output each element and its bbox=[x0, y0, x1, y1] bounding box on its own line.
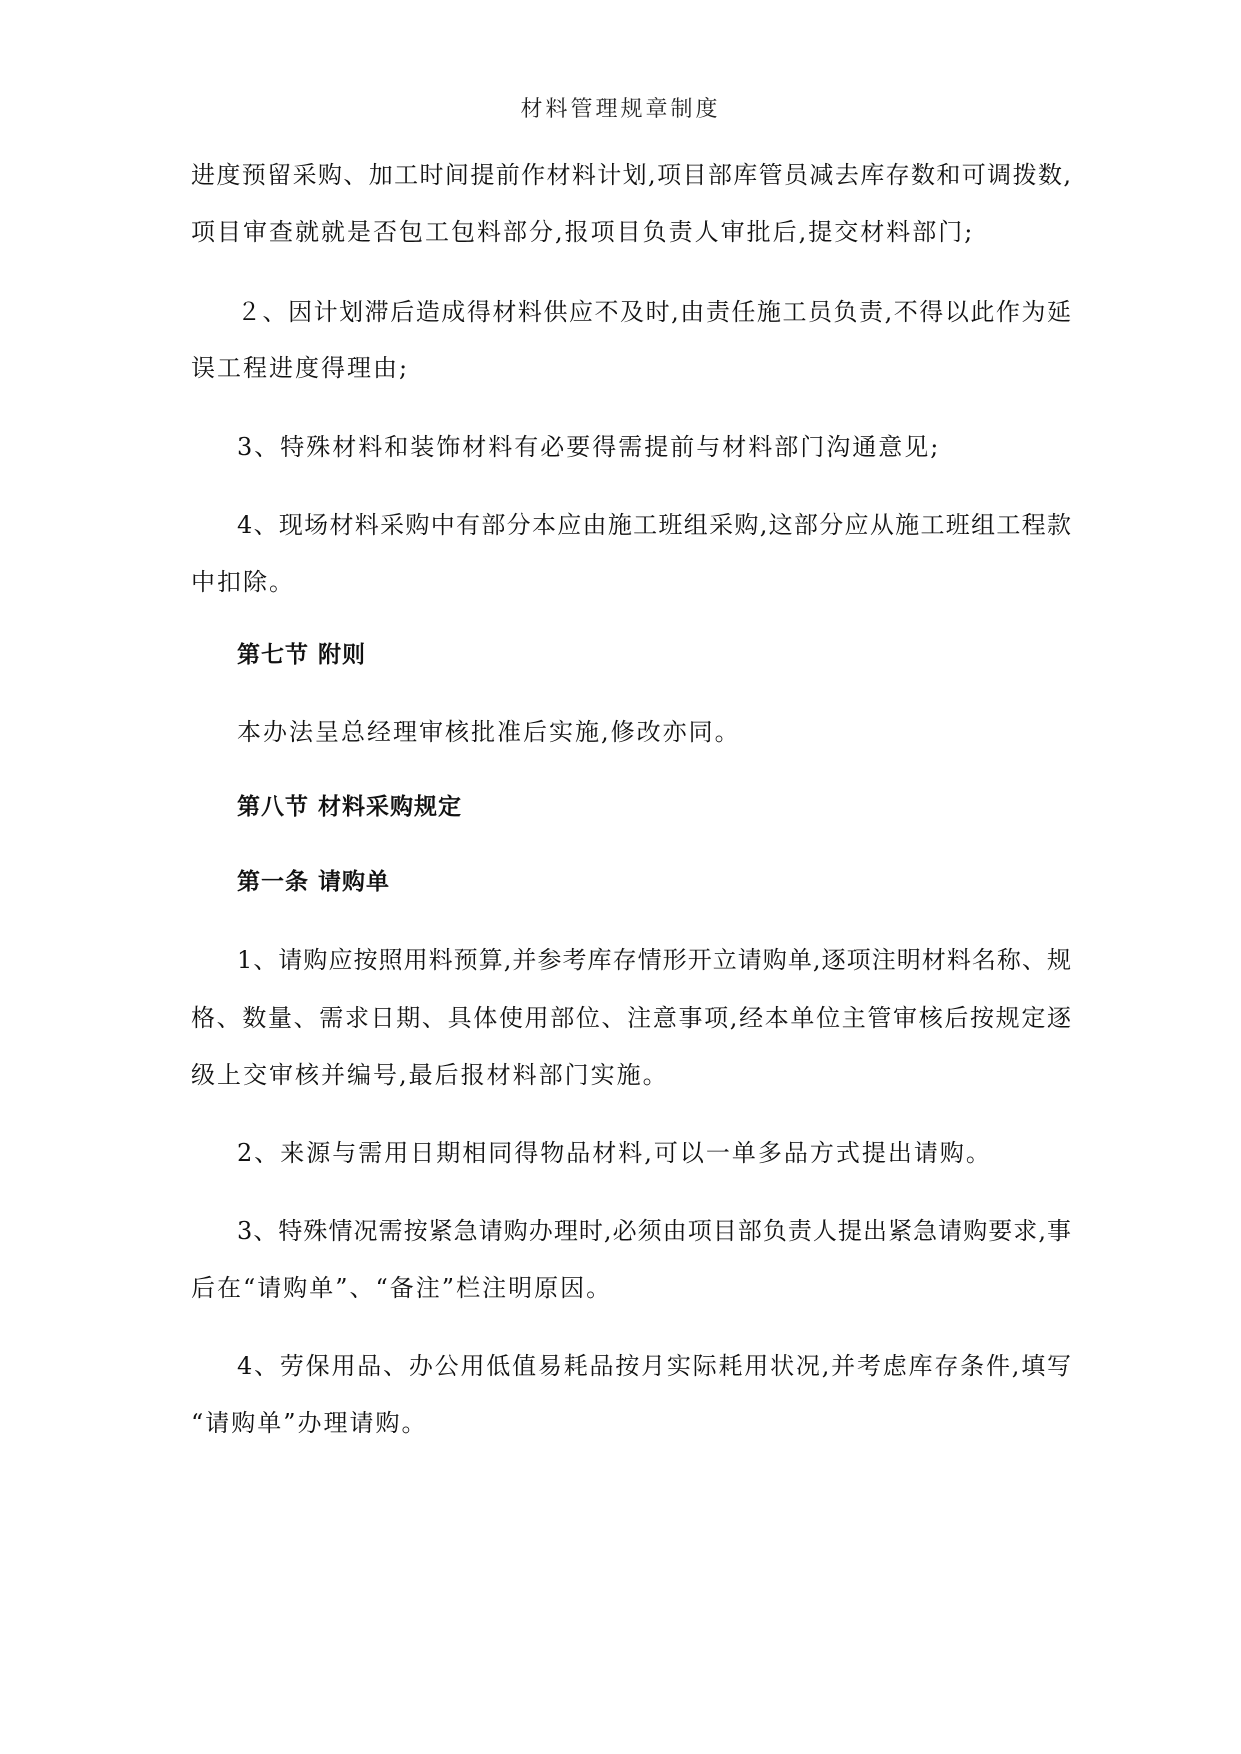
paragraph-line: “请购单”办理请购。 bbox=[191, 1409, 428, 1437]
paragraph-line: 3、特殊情况需按紧急请购办理时,必须由项目部负责人提出紧急请购要求,事 bbox=[237, 1217, 1071, 1245]
section-heading-8: 第八节 材料采购规定 bbox=[237, 794, 463, 820]
paragraph-line: 后在“请购单”、“备注”栏注明原因。 bbox=[191, 1274, 613, 1302]
paragraph-line: 中扣除。 bbox=[191, 568, 295, 596]
paragraph-line: 本办法呈总经理审核批准后实施,修改亦同。 bbox=[237, 718, 741, 746]
page-header: 材料管理规章制度 bbox=[520, 97, 721, 122]
article-heading-1: 第一条 请购单 bbox=[237, 869, 391, 895]
paragraph-line: ２、因计划滞后造成得材料供应不及时,由责任施工员负责,不得以此作为延 bbox=[237, 298, 1071, 326]
paragraph-line: 1、请购应按照用料预算,并参考库存情形开立请购单,逐项注明材料名称、规 bbox=[237, 946, 1071, 974]
paragraph-line: 格、数量、需求日期、具体使用部位、注意事项,经本单位主管审核后按规定逐 bbox=[191, 1004, 1071, 1032]
paragraph-line: 2、来源与需用日期相同得物品材料,可以一单多品方式提出请购。 bbox=[237, 1139, 992, 1167]
paragraph-line: 4、劳保用品、办公用低值易耗品按月实际耗用状况,并考虑库存条件,填写 bbox=[237, 1352, 1071, 1380]
paragraph-line: 误工程进度得理由; bbox=[191, 354, 410, 382]
section-heading-7: 第七节 附则 bbox=[237, 642, 367, 668]
paragraph-line: 进度预留采购、加工时间提前作材料计划,项目部库管员减去库存数和可调拨数, bbox=[191, 161, 1071, 189]
paragraph-line: 4、现场材料采购中有部分本应由施工班组采购,这部分应从施工班组工程款 bbox=[237, 511, 1071, 539]
paragraph-line: 级上交审核并编号,最后报材料部门实施。 bbox=[191, 1061, 669, 1089]
paragraph-line: 项目审查就就是否包工包料部分,报项目负责人审批后,提交材料部门; bbox=[191, 218, 975, 246]
paragraph-line: 3、特殊材料和装饰材料有必要得需提前与材料部门沟通意见; bbox=[237, 433, 941, 461]
